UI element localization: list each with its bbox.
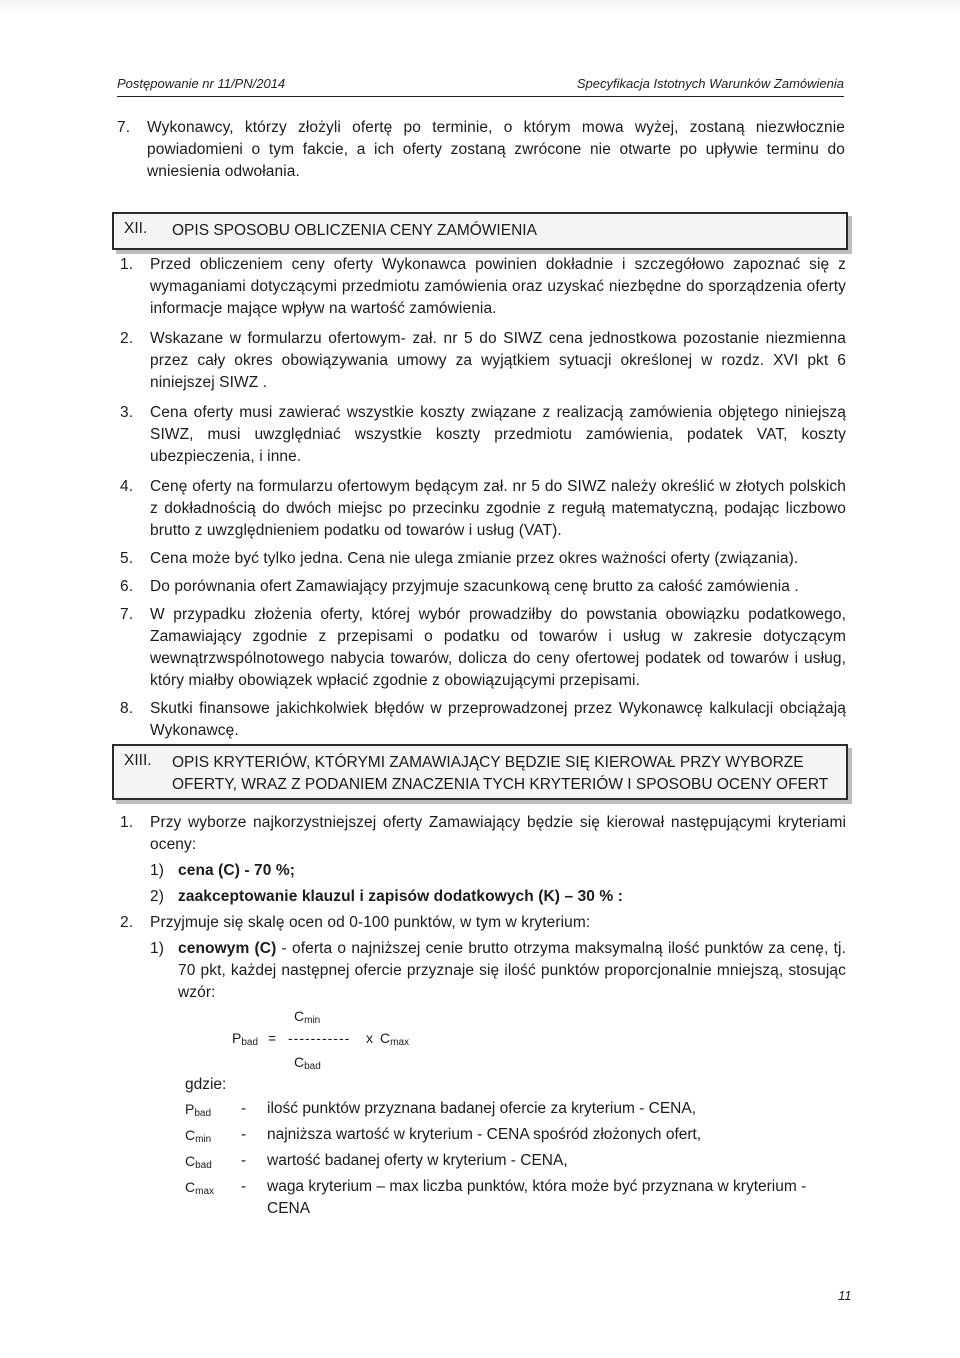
item-text: Wskazane w formularzu ofertowym- zał. nr 5 do SIWZ cena jednostkowa pozostanie niezmienna przez cały okres obowiązywania umowy za wyjątkiem sytuacji określonej w rozdz. XVI pkt 6 niniejszej SIWZ . [150,330,846,391]
legend-symbol: $P_{bad}$ [185,1101,212,1119]
page-number: 11 [838,1288,852,1303]
list-item [120,254,846,320]
formula-equals: = [268,1030,277,1046]
legend-description: waga kryterium – max liczba punktów, która może być przyznana w kryterium - CENA [267,1178,807,1217]
sub-item-number: 1) [150,862,164,879]
item-number: 3. [120,404,134,421]
legend-row [185,1176,845,1226]
section-title [172,752,828,796]
header-procedure-number: Postępowanie nr 11/PN/2014 [117,76,286,91]
formula-multiplier: $C_{max}$ [380,1030,410,1048]
legend-dash: - [241,1152,247,1169]
sub-item-text: zaakceptowanie klauzul i zapisów dodatkowych (K) – 30 % : [178,888,623,905]
item-number: 7. [120,606,134,623]
section-number: XIII. [124,752,152,769]
item-number: 4. [120,478,134,495]
sub-item [150,860,846,882]
sub-item-number: 1) [150,940,164,957]
section-title-line: OFERTY, WRAZ Z PODANIEM ZNACZENIA TYCH KRYTERIÓW I SPOSOBU OCENY OFERT [172,776,829,793]
section-13-heading [112,744,848,800]
page-header [117,76,844,97]
item-text: Przed obliczeniem ceny oferty Wykonawca powinien dokładnie i szczegółowo zapoznać się z wymaganiami dotyczącymi przedmiotu zamówienia oraz uzyskać niezbędne do sporządzenia oferty informacje mające wpływ na wartość zamówienia. [150,256,846,317]
list-item [120,912,846,1004]
list-item [117,117,845,183]
formula-lhs: $P_{bad}$ [232,1030,259,1048]
price-formula [232,1008,432,1078]
legend-row [185,1124,845,1152]
section-title: OPIS SPOSOBU OBLICZENIA CENY ZAMÓWIENIA [172,222,537,239]
item-number: 2. [120,914,134,931]
item-text: Do porównania ofert Zamawiający przyjmuje szacunkową cenę brutto za całość zamówienia . [150,578,799,595]
legend-symbol: $C_{max}$ [185,1179,215,1197]
section-12-heading [112,212,848,250]
legend-row [185,1098,845,1126]
list-item [120,604,846,692]
item-text: Przy wyborze najkorzystniejszej oferty Zamawiający będzie się kierował następującymi kryteriami oceny: [150,814,846,853]
sub-item-bold: cenowym (C) [178,940,277,957]
legend-description: najniższa wartość w kryterium - CENA spośród złożonych ofert, [267,1126,702,1143]
item-number: 1. [120,814,134,831]
legend-description: ilość punktów przyznana badanej ofercie za kryterium - CENA, [267,1100,697,1117]
legend-symbol: $C_{min}$ [185,1127,212,1145]
item-number: 8. [120,700,134,717]
sub-item [150,938,846,1004]
item-number: 2. [120,330,134,347]
item-text: Przyjmuje się skalę ocen od 0-100 punktów, w tym w kryterium: [150,914,591,931]
legend-description: wartość badanej oferty w kryterium - CENA, [267,1152,568,1169]
item-text: W przypadku złożenia oferty, której wybór prowadziłby do powstania obowiązku podatkowego, Zamawiający zgodnie z przepisami o podatku od towarów i usług w zakresie dotyczącym wewnątrzwspólnotowego nabycia towarów, dolicza do ceny ofertowej podatek od towarów i usług, który miałby obowiązek wpłacić zgodnie z obowiązującymi przepisami. [150,606,846,689]
legend-symbol: $C_{bad}$ [185,1153,212,1171]
list-item [120,576,846,598]
list-item [120,698,846,742]
intro-item [117,117,845,183]
item-text: Cena może być tylko jedna. Cena nie ulega zmianie przez okres ważności oferty (związania). [150,550,799,567]
section-12-list [120,254,846,742]
item-number: 5. [120,550,134,567]
sub-item-number: 2) [150,888,164,905]
sub-item-text: - oferta o najniższej cenie brutto otrzyma maksymalną ilość punktów za cenę, tj. 70 pkt, każdej następnej ofercie przyznaje się ilość punktów proporcjonalnie mniejszą, stosując wzór: [178,940,846,1001]
list-item [120,402,846,468]
legend-dash: - [241,1178,247,1195]
section-13-list [120,812,846,1004]
list-item [120,476,846,542]
formula-legend-title: gdzie: [185,1076,227,1093]
list-item [120,812,846,908]
formula-fraction-bar: ----------- [288,1030,351,1046]
item-number: 1. [120,256,134,273]
formula-numerator: $C_{min}$ [294,1008,321,1026]
legend-dash: - [241,1100,247,1117]
legend-dash: - [241,1126,247,1143]
item-text: Cena oferty musi zawierać wszystkie koszty związane z realizacją zamówienia objętego niniejszą SIWZ, musi uwzględniać wszystkie koszty przedmiotu zamówienia, podatek VAT, koszty ubezpieczenia, i inne. [150,404,846,465]
sub-item-text: cena (C) - 70 %; [178,862,296,879]
item-text: Skutki finansowe jakichkolwiek błędów w przeprowadzonej przez Wykonawcę kalkulacji obciążają Wykonawcę. [150,700,846,739]
header-document-title: Specyfikacja Istotnych Warunków Zamówienia [576,76,844,91]
formula-times: x [366,1030,373,1046]
list-item [120,328,846,394]
item-number: 6. [120,578,134,595]
legend-row [185,1150,845,1178]
section-number: XII. [124,220,148,237]
formula-denominator: $C_{bad}$ [294,1054,321,1072]
item-text: Wykonawcy, którzy złożyli ofertę po terminie, o którym mowa wyżej, zostaną niezwłocznie powiadomieni o tym fakcie, a ich oferty zostaną zwrócone nie otwarte po upływie terminu do wniesienia odwołania. [147,119,845,180]
scan-artifact [0,0,960,14]
section-title-line: OPIS KRYTERIÓW, KTÓRYMI ZAMAWIAJĄCY BĘDZIE SIĘ KIEROWAŁ PRZY WYBORZE [172,754,804,771]
item-number: 7. [117,119,131,136]
list-item [120,548,846,570]
item-text: Cenę oferty na formularzu ofertowym będącym zał. nr 5 do SIWZ należy określić w złotych polskich z dokładnością do dwóch miejsc po przecinku zgodnie z regułą matematyczną, podając liczbowo brutto z uwzględnieniem podatku od towarów i usług (VAT). [150,478,846,539]
sub-item [150,886,846,908]
